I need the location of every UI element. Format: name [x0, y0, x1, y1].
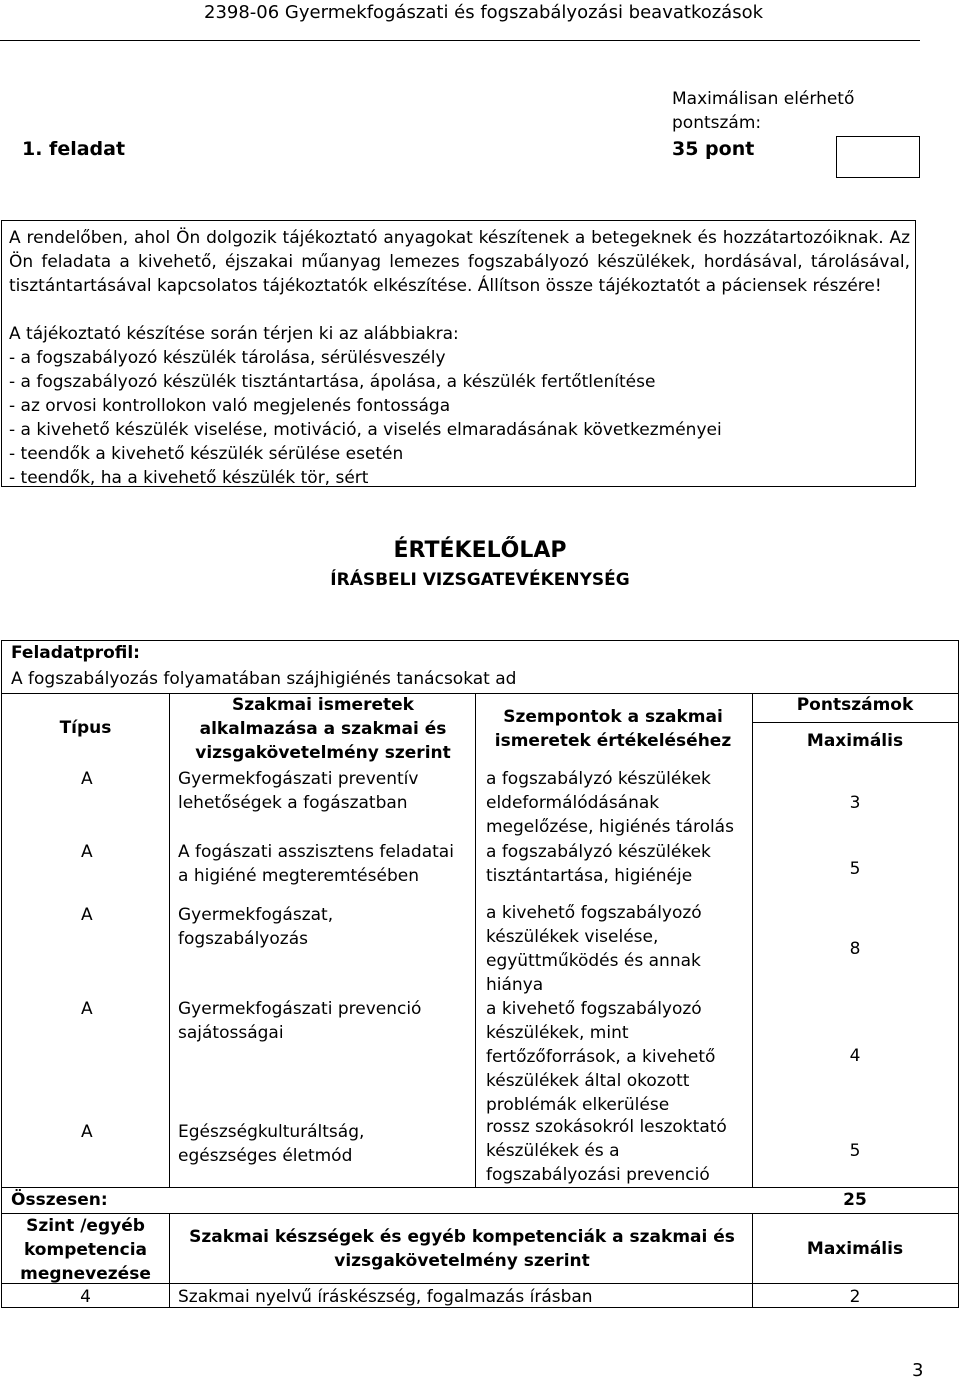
requirement-item: - teendők a kivehető készülék sérülése esetén: [9, 444, 404, 464]
requirement-item: - a fogszabályozó készülék tárolása, sérülésveszély: [9, 348, 446, 368]
total-value: 25: [843, 1190, 867, 1210]
skills-label: Szakmai készségek és egyéb kompetenciák a szakmai és vizsgakövetelmény szerint: [189, 1227, 735, 1271]
row-criteria: a kivehető fogszabályozó készülékek, mint fertőzőforrások, a kivehető készülékek által okozott problémák elkerülése: [486, 999, 716, 1115]
row-max: 4: [849, 1046, 861, 1066]
profile-text: A fogszabályozás folyamatában szájhigiénés tanácsokat ad: [11, 669, 517, 689]
row-max: 3: [849, 793, 861, 813]
skills-level: 4: [80, 1287, 91, 1307]
profile-label: Feladatprofil:: [11, 643, 140, 663]
col-header-max: Maximális: [806, 731, 904, 751]
task-description: [9, 226, 910, 298]
task-title: 1. feladat: [22, 138, 126, 160]
row-type: A: [81, 999, 93, 1019]
row-knowledge: Gyermekfogászati preventív lehetőségek a fogászatban: [178, 769, 419, 813]
requirement-item: - a fogszabályozó készülék tisztántartása, ápolása, a készülék fertőtlenítése: [9, 372, 656, 392]
row-criteria: a fogszabályzó készülékek tisztántartása, higiénéje: [486, 842, 711, 886]
task-paragraph: A rendelőben, ahol Ön dolgozik tájékoztató anyagokat készítenek a betegeknek és hozzátartozóiknak. Az Ön feladata a kivehető, éjszakai műanyag lemezes fogszabályozó készülékek, hordásával, tárolásával, tisztántartásával kapcsolatos tájékoztatók elkészítése. Állítson össze tájékoztatót a páciensek részére!: [9, 228, 910, 296]
col-header-knowledge: Szakmai ismeretek alkalmazása a szakmai és vizsgakövetelmény szerint: [195, 695, 451, 763]
requirement-item: - az orvosi kontrollokon való megjelenés fontossága: [9, 396, 451, 416]
skills-text: Szakmai nyelvű íráskészség, fogalmazás írásban: [178, 1287, 593, 1307]
task-points: 35 pont: [672, 138, 755, 160]
row-type: A: [81, 769, 93, 789]
row-max: 8: [849, 939, 861, 959]
document-header-title: 2398-06 Gyermekfogászati és fogszabályozási beavatkozások: [204, 2, 764, 23]
row-type: A: [81, 842, 93, 862]
table-rule: [475, 693, 476, 1187]
row-max: 5: [849, 859, 861, 879]
table-rule: [169, 1213, 170, 1307]
row-knowledge: Gyermekfogászat, fogszabályozás: [178, 905, 334, 949]
row-criteria: rossz szokásokról leszoktató készülékek és a fogszabályozási prevenció: [486, 1117, 727, 1185]
col-header-points: Pontszámok: [796, 695, 914, 715]
max-points-label: Maximálisan elérhető pontszám:: [672, 89, 855, 133]
table-rule: [169, 693, 170, 1187]
row-max: 5: [849, 1141, 861, 1161]
skills-max-label: Maximális: [806, 1239, 904, 1259]
row-criteria: a fogszabályzó készülékek eldeformálódásának megelőzése, higiénés tárolás: [486, 769, 734, 837]
row-type: A: [81, 905, 93, 925]
total-label: Összesen:: [11, 1190, 108, 1210]
table-rule: [752, 722, 958, 723]
requirement-item: - teendők, ha a kivehető készülék tör, sért: [9, 468, 369, 488]
col-header-type: Típus: [59, 718, 112, 738]
row-criteria: a kivehető fogszabályozó készülékek viselése, együttműködés és annak hiánya: [486, 903, 702, 995]
achieved-score-box: [836, 136, 920, 178]
header-divider: [0, 40, 920, 41]
evaluation-table: [1, 640, 959, 1308]
task-requirements: [9, 322, 909, 490]
page-number: 3: [912, 1360, 924, 1381]
skills-max: 2: [849, 1287, 861, 1307]
row-type: A: [81, 1122, 93, 1142]
level-label: Szint /egyéb kompetencia megnevezése: [20, 1216, 151, 1284]
row-knowledge: Gyermekfogászati prevenció sajátosságai: [178, 999, 422, 1043]
evaluation-subtitle: ÍRÁSBELI VIZSGATEVÉKENYSÉG: [330, 570, 630, 590]
col-header-criteria: Szempontok a szakmai ismeretek értékeléséhez: [494, 707, 732, 751]
requirements-intro: A tájékoztató készítése során térjen ki az alábbiakra:: [9, 324, 459, 344]
row-knowledge: Egészségkulturáltság, egészséges életmód: [178, 1122, 365, 1166]
requirement-item: - a kivehető készülék viselése, motiváció, a viselés elmaradásának következményei: [9, 420, 722, 440]
evaluation-title: ÉRTÉKELŐLAP: [393, 538, 567, 563]
row-knowledge: A fogászati asszisztens feladatai a higiéné megteremtésében: [178, 842, 454, 886]
